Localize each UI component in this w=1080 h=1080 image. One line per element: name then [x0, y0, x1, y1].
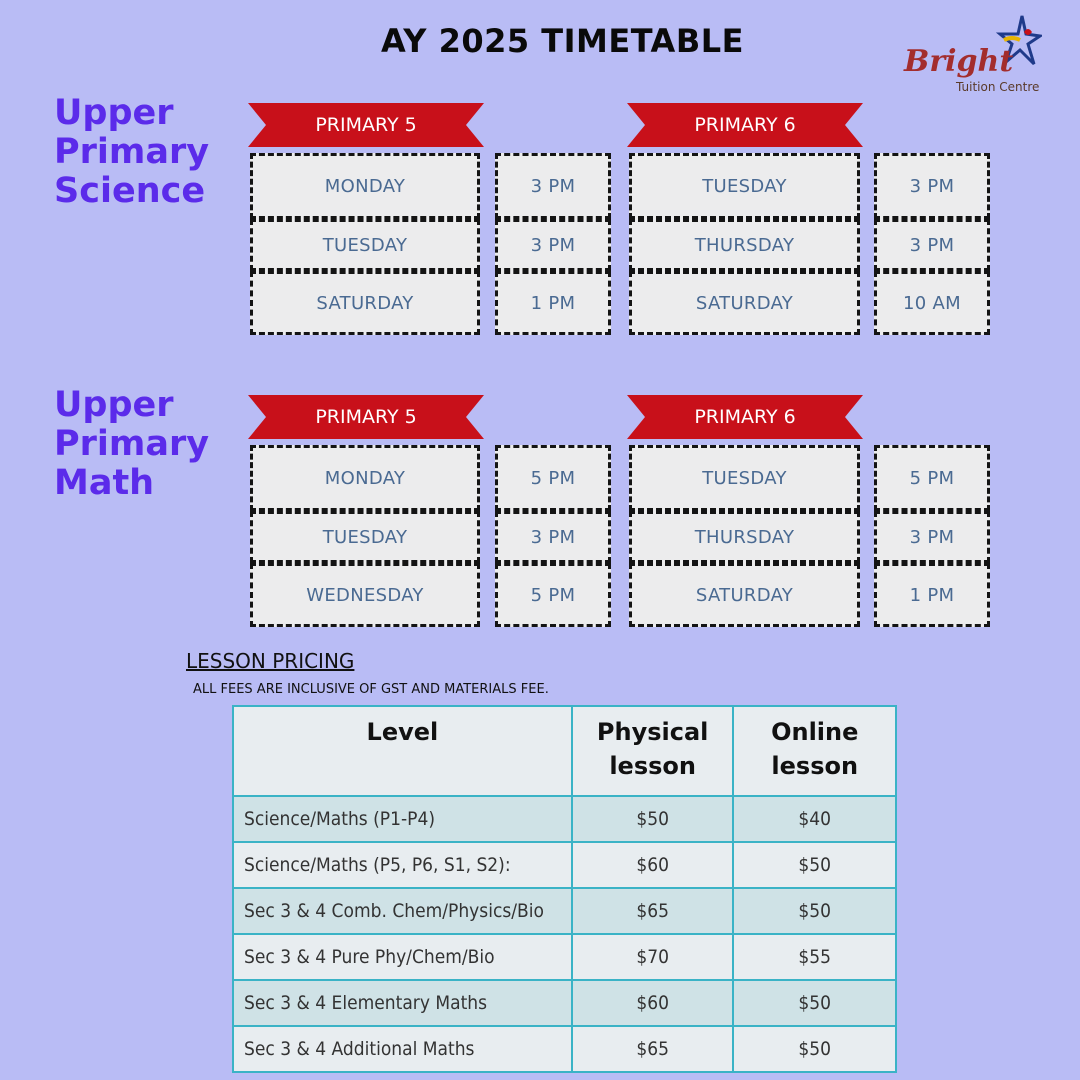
day-cell: THURSDAY: [629, 219, 860, 271]
level-cell: Sec 3 & 4 Pure Phy/Chem/Bio: [233, 934, 572, 980]
table-row: [233, 980, 896, 1026]
online-price: $50: [733, 980, 896, 1026]
subject-title-math: [54, 386, 209, 503]
banner-primary-6: [627, 395, 863, 439]
time-cell: 3 PM: [874, 153, 990, 219]
online-price: $40: [733, 796, 896, 842]
day-cell: TUESDAY: [250, 219, 480, 271]
brand-logo: [900, 14, 1050, 104]
table-row: [233, 842, 896, 888]
page-title: AY 2025 TIMETABLE: [381, 22, 744, 60]
table-row: [233, 888, 896, 934]
time-cell: 3 PM: [874, 219, 990, 271]
header-line: Online: [771, 718, 859, 746]
online-price: $55: [733, 934, 896, 980]
level-cell: Sec 3 & 4 Elementary Maths: [233, 980, 572, 1026]
logo-subtitle: Tuition Centre: [956, 80, 1040, 94]
day-cell: TUESDAY: [629, 445, 860, 511]
subject-line: Upper: [54, 385, 174, 425]
header-online: [733, 706, 896, 796]
level-cell: Science/Maths (P1-P4): [233, 796, 572, 842]
subject-line: Upper: [54, 93, 174, 133]
pricing-table: [232, 705, 897, 1073]
time-cell: 5 PM: [495, 445, 611, 511]
physical-price: $65: [572, 1026, 734, 1072]
header-line: lesson: [771, 752, 859, 780]
header-line: Physical: [596, 718, 709, 746]
time-cell: 1 PM: [495, 271, 611, 335]
physical-price: $50: [572, 796, 734, 842]
banner-label: PRIMARY 5: [315, 114, 417, 136]
time-cell: 10 AM: [874, 271, 990, 335]
physical-price: $65: [572, 888, 734, 934]
subject-title-science: [54, 94, 209, 211]
subject-line: Primary: [54, 424, 210, 464]
table-row: [233, 796, 896, 842]
day-cell: SATURDAY: [250, 271, 480, 335]
online-price: $50: [733, 888, 896, 934]
subject-line: Primary: [54, 132, 210, 172]
day-cell: SATURDAY: [629, 563, 860, 627]
header-physical: [572, 706, 734, 796]
time-cell: 3 PM: [495, 511, 611, 563]
banner-label: PRIMARY 6: [694, 114, 796, 136]
banner-primary-5: [248, 103, 484, 147]
logo-wordmark: Bright: [904, 44, 1014, 79]
time-cell: 3 PM: [495, 153, 611, 219]
table-row: [233, 934, 896, 980]
online-price: $50: [733, 1026, 896, 1072]
day-cell: MONDAY: [250, 153, 480, 219]
physical-price: $60: [572, 842, 734, 888]
online-price: $50: [733, 842, 896, 888]
time-cell: 3 PM: [495, 219, 611, 271]
day-cell: THURSDAY: [629, 511, 860, 563]
header-line: lesson: [609, 752, 696, 780]
day-cell: SATURDAY: [629, 271, 860, 335]
table-row: [233, 1026, 896, 1072]
day-cell: MONDAY: [250, 445, 480, 511]
banner-label: PRIMARY 6: [694, 406, 796, 428]
time-cell: 1 PM: [874, 563, 990, 627]
banner-primary-5: [248, 395, 484, 439]
pricing-heading: LESSON PRICING: [186, 649, 355, 673]
day-cell: WEDNESDAY: [250, 563, 480, 627]
level-cell: Sec 3 & 4 Comb. Chem/Physics/Bio: [233, 888, 572, 934]
pricing-header-row: [233, 706, 896, 796]
day-cell: TUESDAY: [629, 153, 860, 219]
subject-line: Math: [54, 463, 155, 503]
banner-label: PRIMARY 5: [315, 406, 417, 428]
physical-price: $70: [572, 934, 734, 980]
level-cell: Science/Maths (P5, P6, S1, S2):: [233, 842, 572, 888]
banner-primary-6: [627, 103, 863, 147]
subject-line: Science: [54, 171, 206, 211]
pricing-note: ALL FEES ARE INCLUSIVE OF GST AND MATERIALS FEE.: [193, 682, 549, 697]
physical-price: $60: [572, 980, 734, 1026]
day-cell: TUESDAY: [250, 511, 480, 563]
level-cell: Sec 3 & 4 Additional Maths: [233, 1026, 572, 1072]
time-cell: 5 PM: [495, 563, 611, 627]
time-cell: 3 PM: [874, 511, 990, 563]
header-level: Level: [233, 706, 572, 796]
time-cell: 5 PM: [874, 445, 990, 511]
